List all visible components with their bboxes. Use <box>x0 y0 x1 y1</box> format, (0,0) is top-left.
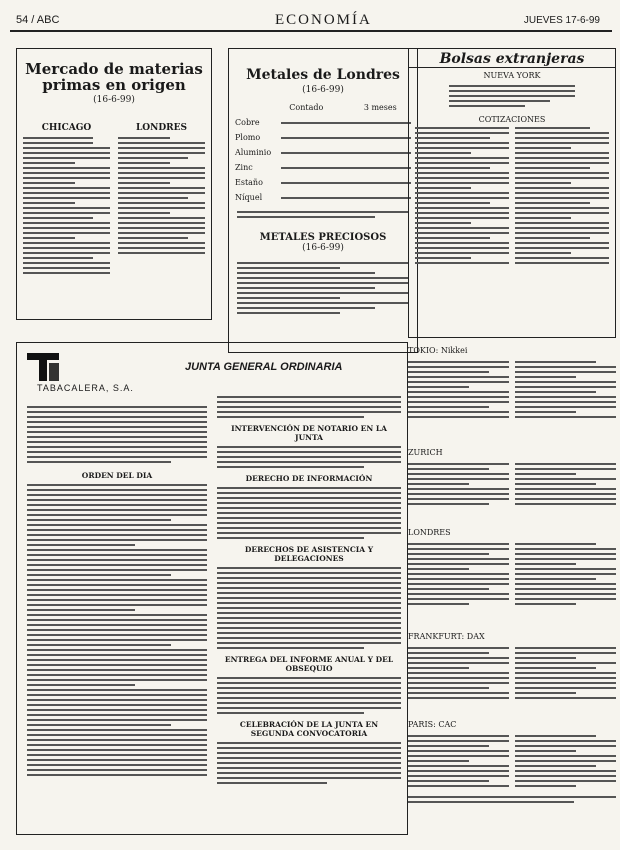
market-paris <box>408 720 616 806</box>
preciosos-date: (16-6-99) <box>302 243 344 253</box>
bolsas-extranjeras-box <box>408 48 616 338</box>
market-tokio-label: TOKIO: Nikkei <box>408 346 468 355</box>
tabacalera-notice-box <box>16 342 408 835</box>
issue-date: JUEVES 17-6-99 <box>523 15 600 26</box>
mercado-date: (16-6-99) <box>93 95 135 105</box>
tabacalera-right-col <box>217 393 401 787</box>
market-londres-label: LONDRES <box>408 528 451 537</box>
tabacalera-logo-icon <box>23 349 63 385</box>
market-frankfurt-label: FRANKFURT: DAX <box>408 632 485 641</box>
market-frankfurt <box>408 632 616 702</box>
intervencion-heading: INTERVENCIÓN DE NOTARIO EN LA JUNTA <box>231 424 387 442</box>
mercado-londres-col <box>118 123 205 277</box>
asistencia-heading: DERECHOS DE ASISTENCIA Y DELEGACIONES <box>244 545 374 563</box>
mercado-chicago-col <box>23 123 110 277</box>
mercado-materias-box <box>16 48 212 320</box>
page-number: 54 / ABC <box>16 14 60 26</box>
bolsas-cotizaciones-label: COTIZACIONES <box>478 115 546 124</box>
metal-row-label: Zinc <box>235 163 253 172</box>
preciosos-title: METALES PRECIOSOS <box>259 232 387 243</box>
junta-heading: JUNTA GENERAL ORDINARIA <box>185 361 343 373</box>
market-paris-label: PARIS: CAC <box>408 720 457 729</box>
metal-row-label: Estaño <box>235 178 263 187</box>
tabacalera-left-col <box>27 403 207 779</box>
mercado-chicago-header: CHICAGO <box>41 123 92 133</box>
metal-row-label: Cobre <box>235 118 260 127</box>
market-zurich <box>408 448 616 508</box>
page-header <box>10 12 612 32</box>
mercado-londres-header: LONDRES <box>135 123 188 133</box>
metales-col-contado: Contado <box>289 103 324 112</box>
bolsas-title: Bolsas extranjeras <box>409 51 615 68</box>
entrega-heading: ENTREGA DEL INFORME ANUAL Y DEL OBSEQUIO <box>224 655 394 673</box>
metales-londres-box <box>228 48 418 353</box>
bolsas-ny-label: NUEVA YORK <box>483 71 541 80</box>
metales-title: Metales de Londres <box>246 67 400 83</box>
metal-row-label: Aluminio <box>235 148 272 157</box>
metal-row-label: Plomo <box>235 133 261 142</box>
market-londres <box>408 528 616 608</box>
celebracion-heading: CELEBRACIÓN DE LA JUNTA EN SEGUNDA CONVOCATORIA <box>239 720 379 738</box>
metales-col-meses: 3 meses <box>363 103 397 112</box>
section-title: ECONOMÍA <box>275 12 372 28</box>
mercado-title: Mercado de materias primas en origen <box>25 60 203 94</box>
derecho-info-heading: DERECHO DE INFORMACIÓN <box>245 474 373 483</box>
market-zurich-label: ZURICH <box>408 448 443 457</box>
metal-row-label: Níquel <box>235 193 263 202</box>
market-tokio <box>408 346 616 421</box>
metales-date: (16-6-99) <box>302 85 344 95</box>
orden-del-dia-heading: ORDEN DEL DIA <box>81 471 153 480</box>
tabacalera-brand: TABACALERA, S.A. <box>37 383 134 393</box>
